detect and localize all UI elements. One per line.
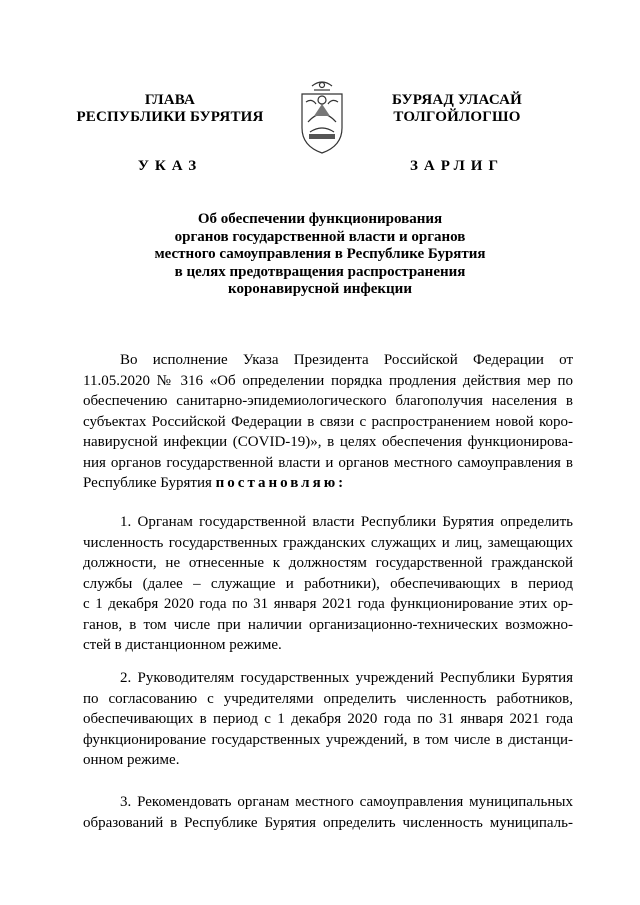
paragraph-line: функционирование государственных учреждений, в том числе в дистанци- [83, 731, 573, 748]
paragraph-line: численность государственных гражданских служащих и лиц, замещающих [83, 534, 573, 551]
paragraph-line: ганов, в том числе при наличии организационно-технических возможно- [83, 616, 573, 633]
item-1-paragraph [83, 512, 573, 656]
paragraph-line: обеспечению санитарно-эпидемиологического благополучия населения в [83, 393, 573, 409]
paragraph-line: по согласованию с учредителями определить численность работников, [83, 690, 573, 707]
paragraph-line [83, 473, 573, 494]
header-right-line2: ТОЛГОЙЛОГШО [393, 109, 521, 125]
paragraph-line: онном режиме. [83, 752, 180, 768]
paragraph-line: 2. Руководителям государственных учреждений Республики Бурятия [120, 670, 573, 686]
header-left-line2: РЕСПУБЛИКИ БУРЯТИЯ [76, 109, 264, 125]
paragraph-line: ния органов государственной власти и органов местного самоуправления в [83, 454, 573, 471]
item-3-paragraph [83, 792, 573, 833]
header-left-decree: УКАЗ [137, 158, 203, 174]
title-line: органов государственной власти и органов [174, 228, 466, 245]
paragraph-line: службы (далее – служащие и работники), обеспечивающих в период [83, 575, 573, 592]
paragraph-line: обеспечивающих в период с 1 декабря 2020 года по 31 января 2021 года [83, 711, 573, 727]
paragraph-line: стей в дистанционном режиме. [83, 637, 282, 653]
item-2-paragraph [83, 668, 573, 771]
title-line: местного самоуправления в Республике Бурятия [154, 246, 486, 262]
coat-of-arms-icon [296, 76, 348, 156]
title-line: коронавирусной инфекции [228, 281, 412, 297]
paragraph-line: образований в Республике Бурятия определить численность муниципаль- [83, 814, 573, 831]
header-left-line1: ГЛАВА [144, 92, 196, 108]
paragraph-line: субъектах Российской Федерации в связи с распространением новой коро- [83, 413, 573, 430]
paragraph-line: с 1 декабря 2020 года по 31 января 2021 года функционирование этих ор- [83, 596, 573, 612]
paragraph-line-prefix: Республике Бурятия [83, 475, 216, 491]
header-right [372, 92, 542, 175]
header-right-line1: БУРЯАД УЛАСАЙ [391, 92, 523, 108]
decree-word: постановляю: [215, 475, 347, 491]
title-line: Об обеспечении функционирования [197, 211, 443, 227]
paragraph-line: 11.05.2020 № 316 «Об определении порядка продления действия мер по [83, 372, 573, 389]
header-left [70, 92, 270, 175]
paragraph-line: Во исполнение Указа Президента Российской Федерации от [120, 352, 573, 368]
paragraph-line: навирусной инфекции (COVID-19)», в целях обеспечения функционирова- [83, 434, 573, 450]
preamble-paragraph [83, 350, 573, 494]
paragraph-line: 1. Органам государственной власти Республики Бурятия определить [120, 514, 573, 530]
header-right-decree: ЗАРЛИГ [409, 158, 505, 174]
document-title [120, 211, 520, 299]
title-line: в целях предотвращения распространения [174, 263, 466, 280]
paragraph-line: должности, не отнесенные к должностям государственной гражданской [83, 555, 573, 571]
paragraph-line: 3. Рекомендовать органам местного самоуправления муниципальных [120, 794, 573, 810]
